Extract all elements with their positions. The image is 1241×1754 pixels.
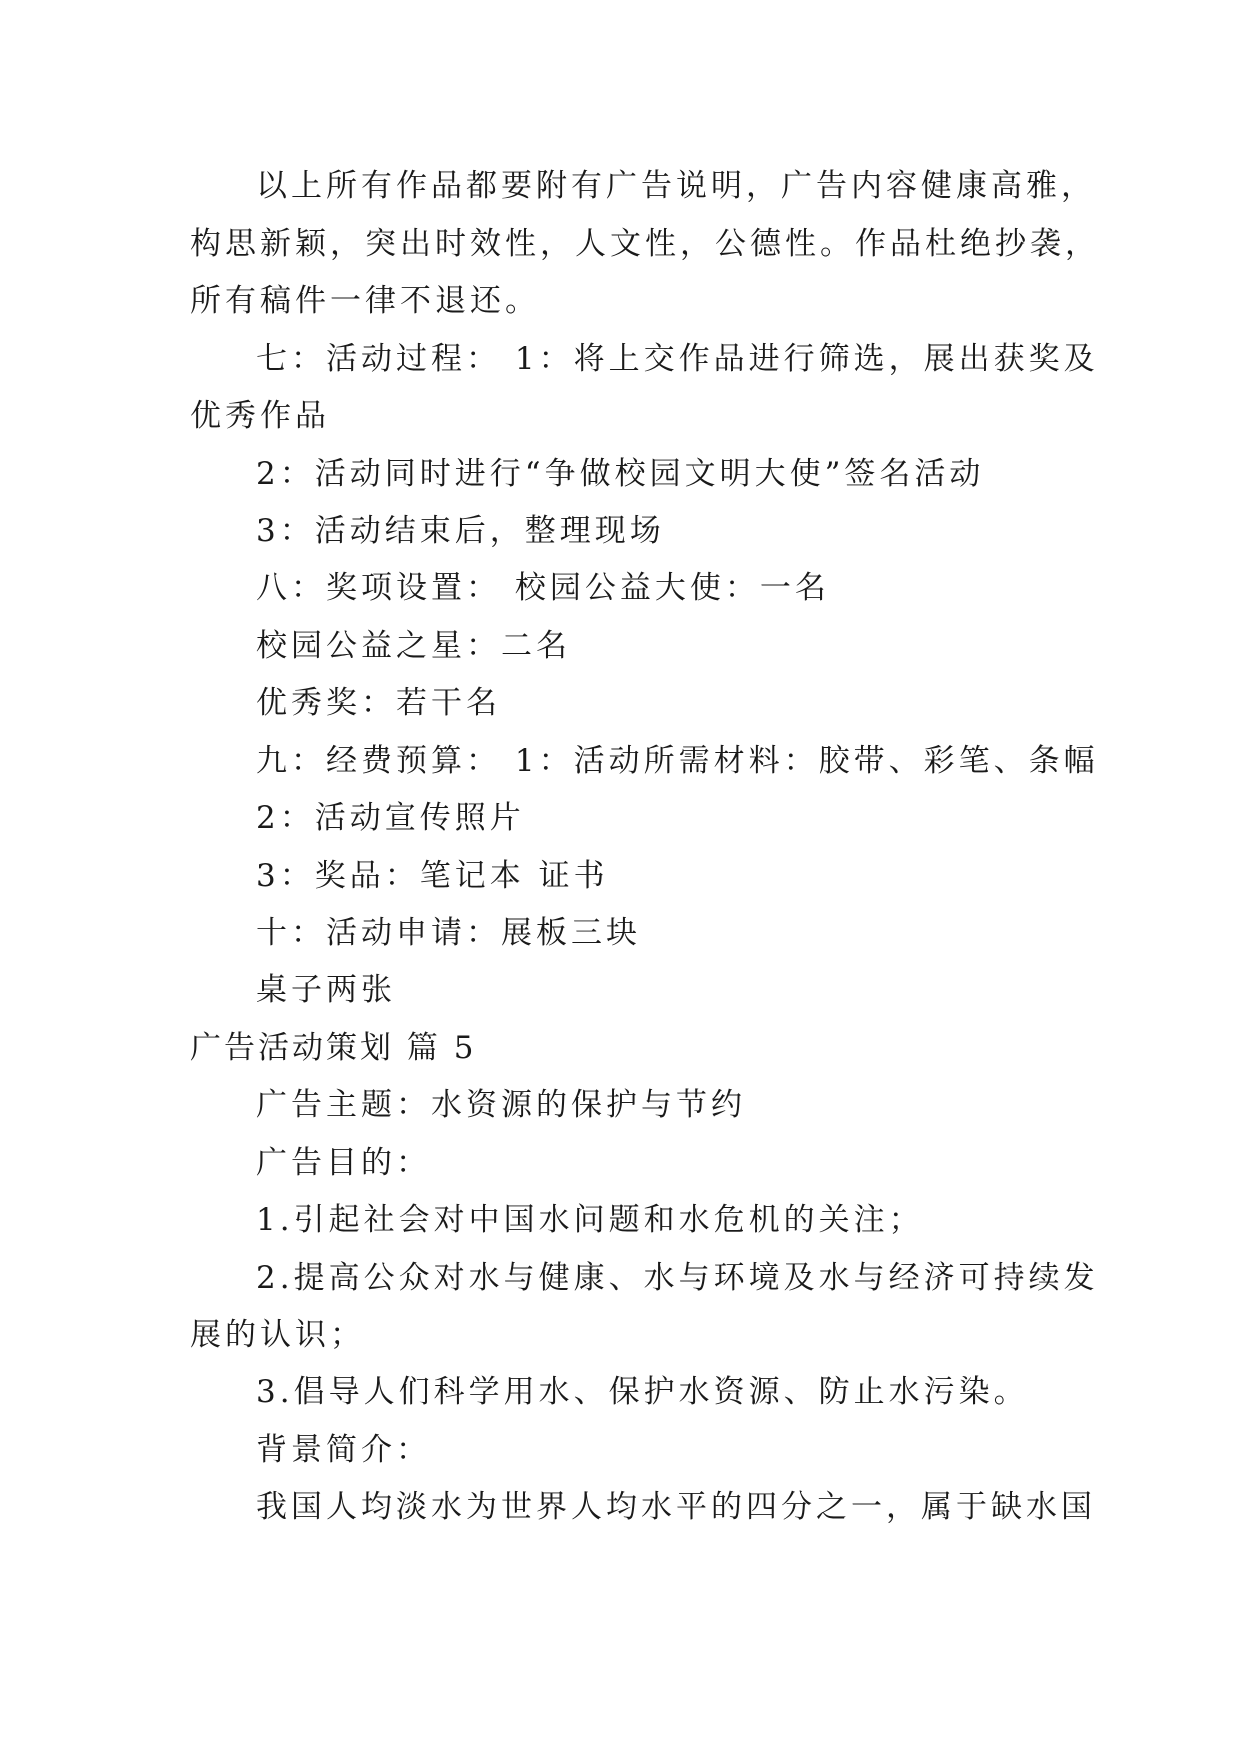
section-eight-line: 八：奖项设置： 校园公益大使：一名 xyxy=(256,570,830,606)
list-item: 2：活动同时进行“争做校园文明大使”签名活动 xyxy=(256,456,985,492)
paragraph-line: 我国人均淡水为世界人均水平的四分之一，属于缺水国 xyxy=(256,1489,1096,1525)
paragraph-line: 以上所有作品都要附有广告说明，广告内容健康高雅， xyxy=(256,168,1096,204)
list-item: 3：奖品：笔记本 证书 xyxy=(256,858,609,894)
section-heading: 广告活动策划 篇 5 xyxy=(190,1030,477,1066)
section-ten-line: 十：活动申请：展板三块 xyxy=(256,915,641,951)
section-nine-line: 九：经费预算： 1：活动所需材料：胶带、彩笔、条幅 xyxy=(256,743,1099,779)
paragraph-line: 所有稿件一律不退还。 xyxy=(190,283,540,319)
list-item: 3：活动结束后，整理现场 xyxy=(256,513,665,549)
list-item: 2.提高公众对水与健康、水与环境及水与经济可持续发 xyxy=(256,1260,1099,1296)
ad-purpose-label: 广告目的： xyxy=(256,1145,431,1181)
paragraph-line: 构思新颖，突出时效性，人文性，公德性。作品杜绝抄袭， xyxy=(190,226,1100,262)
paragraph-line: 优秀作品 xyxy=(190,398,330,434)
ad-theme-line: 广告主题：水资源的保护与节约 xyxy=(256,1087,746,1123)
background-label: 背景简介： xyxy=(256,1432,431,1468)
list-item: 优秀奖：若干名 xyxy=(256,685,501,721)
list-item: 桌子两张 xyxy=(256,972,396,1008)
list-item: 3.倡导人们科学用水、保护水资源、防止水污染。 xyxy=(256,1374,1029,1410)
list-item: 校园公益之星：二名 xyxy=(256,628,571,664)
list-item: 1.引起社会对中国水问题和水危机的关注； xyxy=(256,1202,924,1238)
section-seven-line: 七：活动过程： 1：将上交作品进行筛选，展出获奖及 xyxy=(256,341,1099,377)
list-item: 2：活动宣传照片 xyxy=(256,800,525,836)
paragraph-line: 展的认识； xyxy=(190,1317,365,1353)
